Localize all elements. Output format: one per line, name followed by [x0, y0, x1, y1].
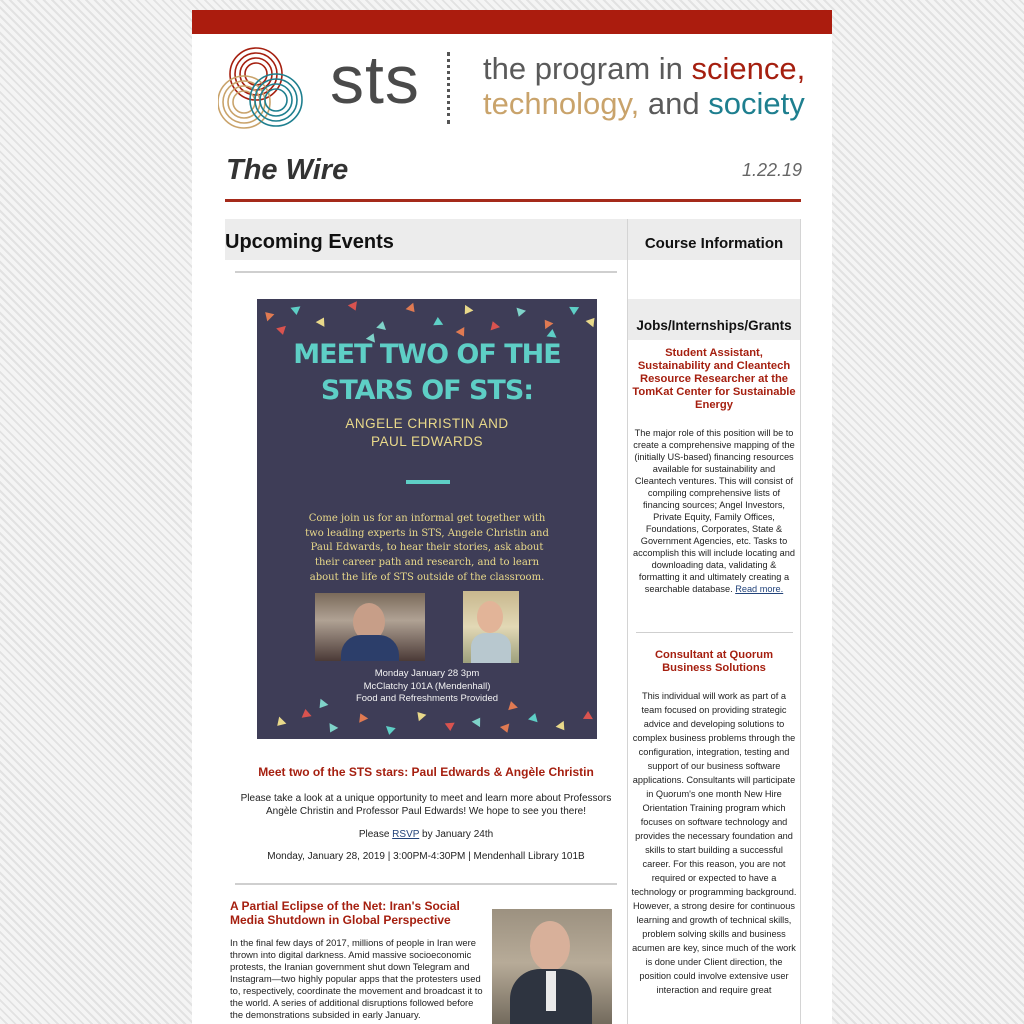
logo-tagline-line2: [483, 87, 805, 121]
rsvp-suffix: by January 24th: [419, 829, 494, 840]
confetti-triangle: [348, 301, 360, 312]
job2-body: This individual will work as part of a team focused on providing strategic advice and developing solutions to complex business problems through the configuration, integration, testing and support of our business software applications. Consultants will participate in Quorum's one month New Hire Orientation Training program which focuses on software technology and provides the necessary foundation and skills to start building a successful career. For this reason, you are not required or expected to have a technology or programming background. However, a strong desire for continuous learning and growth of technical skills, problem solving skills and business acumen are key, since much of the work is done under Client direction, the position could involve extensive user interaction and require great: [631, 691, 797, 995]
sidebar-column: [627, 219, 801, 1024]
event-datetime: Monday, January 28, 2019 | 3:00PM-4:30PM | Mendenhall Library 101B: [267, 851, 585, 862]
job1-body: The major role of this position will be to create a comprehensive mapping of the (initially US-based) financing resources available for sustainability and Cleantech ventures. This will consist of compiling comprehensive lists of financing sources; Angel Investors, Private Equity, Family Offices, Foundations, Corporates, State & Government Agencies, etc. Tasks to accomplish this will include locating and downloading data, validating & formatting it and ultimately creating a searchable database.: [633, 428, 795, 594]
confetti-triangle: [290, 306, 301, 315]
confetti-triangle: [262, 309, 275, 322]
sidebar-divider: [636, 632, 793, 633]
job1-description: [631, 427, 797, 595]
jobs-heading: Jobs/Internships/Grants: [628, 299, 800, 340]
poster-info-line1: Monday January 28 3pm: [374, 668, 480, 679]
confetti-triangle: [541, 317, 554, 329]
tagline-technology: technology,: [483, 86, 640, 121]
job2-title[interactable]: Consultant at Quorum Business Solutions: [654, 649, 774, 674]
sts-logo-icon: [218, 44, 308, 134]
event-rsvp: [225, 829, 627, 840]
confetti-triangle: [500, 724, 512, 735]
top-accent-bar: [192, 10, 832, 34]
poster-names-line1: ANGELE CHRISTIN AND: [345, 416, 509, 431]
course-info-heading: Course Information: [628, 219, 800, 260]
confetti-triangle: [569, 307, 579, 315]
events-heading-bar: [225, 219, 627, 260]
confetti-triangle: [556, 721, 569, 733]
confetti-triangle: [376, 320, 388, 330]
logo-tagline-line1: [483, 52, 805, 86]
poster-title: [257, 337, 597, 409]
poster-info: [257, 668, 597, 706]
confetti-triangle: [384, 726, 395, 736]
tagline-and: and: [639, 86, 709, 121]
confetti-triangle: [461, 305, 474, 317]
poster-title-line2: STARS OF STS:: [320, 375, 534, 406]
title-divider: [225, 199, 801, 202]
event-poster[interactable]: [257, 299, 597, 739]
tagline-society: society: [708, 86, 805, 121]
confetti-triangle: [274, 717, 287, 730]
confetti-triangle: [326, 723, 339, 735]
confetti-triangle: [528, 712, 540, 723]
section-divider: [235, 883, 617, 885]
confetti-triangle: [583, 711, 593, 719]
confetti-triangle: [406, 303, 419, 316]
confetti-triangle: [488, 320, 500, 331]
event-title: Meet two of the STS stars: Paul Edwards & Angèle Christin: [258, 765, 594, 779]
event-description: Please take a look at a unique opportunity to meet and learn more about Professors Angèle Christin and Professor Paul Edwards! We hope to see you there!: [240, 793, 612, 817]
events-column: [225, 219, 627, 1020]
logo-wordmark: sts: [330, 42, 420, 118]
confetti-triangle: [445, 723, 456, 732]
confetti-triangle: [514, 308, 526, 319]
rsvp-link[interactable]: RSVP: [392, 829, 420, 840]
poster-names: [257, 415, 597, 451]
tagline-science: science,: [691, 51, 806, 86]
poster-info-line2: McClatchy 101A (Mendenhall): [363, 680, 491, 692]
confetti-triangle: [316, 315, 329, 327]
tagline-text: the program in: [483, 51, 692, 86]
photo-angele-christin: [315, 593, 425, 661]
read-more-link[interactable]: Read more.: [735, 584, 784, 594]
confetti-triangle: [300, 708, 311, 717]
section-divider: [235, 271, 617, 273]
poster-body: Come join us for an informal get together with two leading experts in STS, Angele Christin and Paul Edwards, to hear their stories, ask about their career path and research, and to learn about the life of STS outside of the classroom.: [305, 513, 549, 583]
confetti-triangle: [276, 326, 288, 336]
photo-paul-edwards: [463, 591, 519, 663]
newsletter-date: 1.22.19: [741, 160, 802, 180]
confetti-triangle: [433, 317, 443, 326]
newsletter-page: [192, 10, 832, 1024]
poster-dash: [406, 480, 450, 484]
poster-title-line1: MEET TWO OF THE: [293, 339, 561, 370]
logo-divider: [447, 52, 450, 124]
rsvp-prefix: Please: [358, 829, 393, 840]
article-author-photo: [492, 909, 612, 1024]
confetti-triangle: [414, 709, 427, 722]
events-heading: Upcoming Events: [225, 231, 394, 253]
newsletter-title: The Wire: [226, 154, 349, 186]
job1-title[interactable]: Student Assistant, Sustainability and Cleantech Resource Researcher at the TomKat Center for Sustainable Energy: [632, 347, 796, 411]
poster-names-line2: PAUL EDWARDS: [370, 434, 484, 449]
poster-info-line3: Food and Refreshments Provided: [355, 693, 499, 704]
article-title[interactable]: A Partial Eclipse of the Net: Iran's Social Media Shutdown in Global Perspective: [230, 899, 460, 927]
confetti-triangle: [472, 715, 485, 727]
confetti-triangle: [356, 711, 368, 722]
confetti-triangle: [586, 315, 597, 328]
article-body: In the final few days of 2017, millions of people in Iran were thrown into digital darkness. Amid massive socioeconomic protests, the Iranian government shut down Telegram and Instagram—two highly popular apps that the protesters used to, respectively, coordinate the movement and broadcast it to the world. A series of additional disruptions followed before the demonstrations subsided in early January.: [230, 937, 483, 1020]
